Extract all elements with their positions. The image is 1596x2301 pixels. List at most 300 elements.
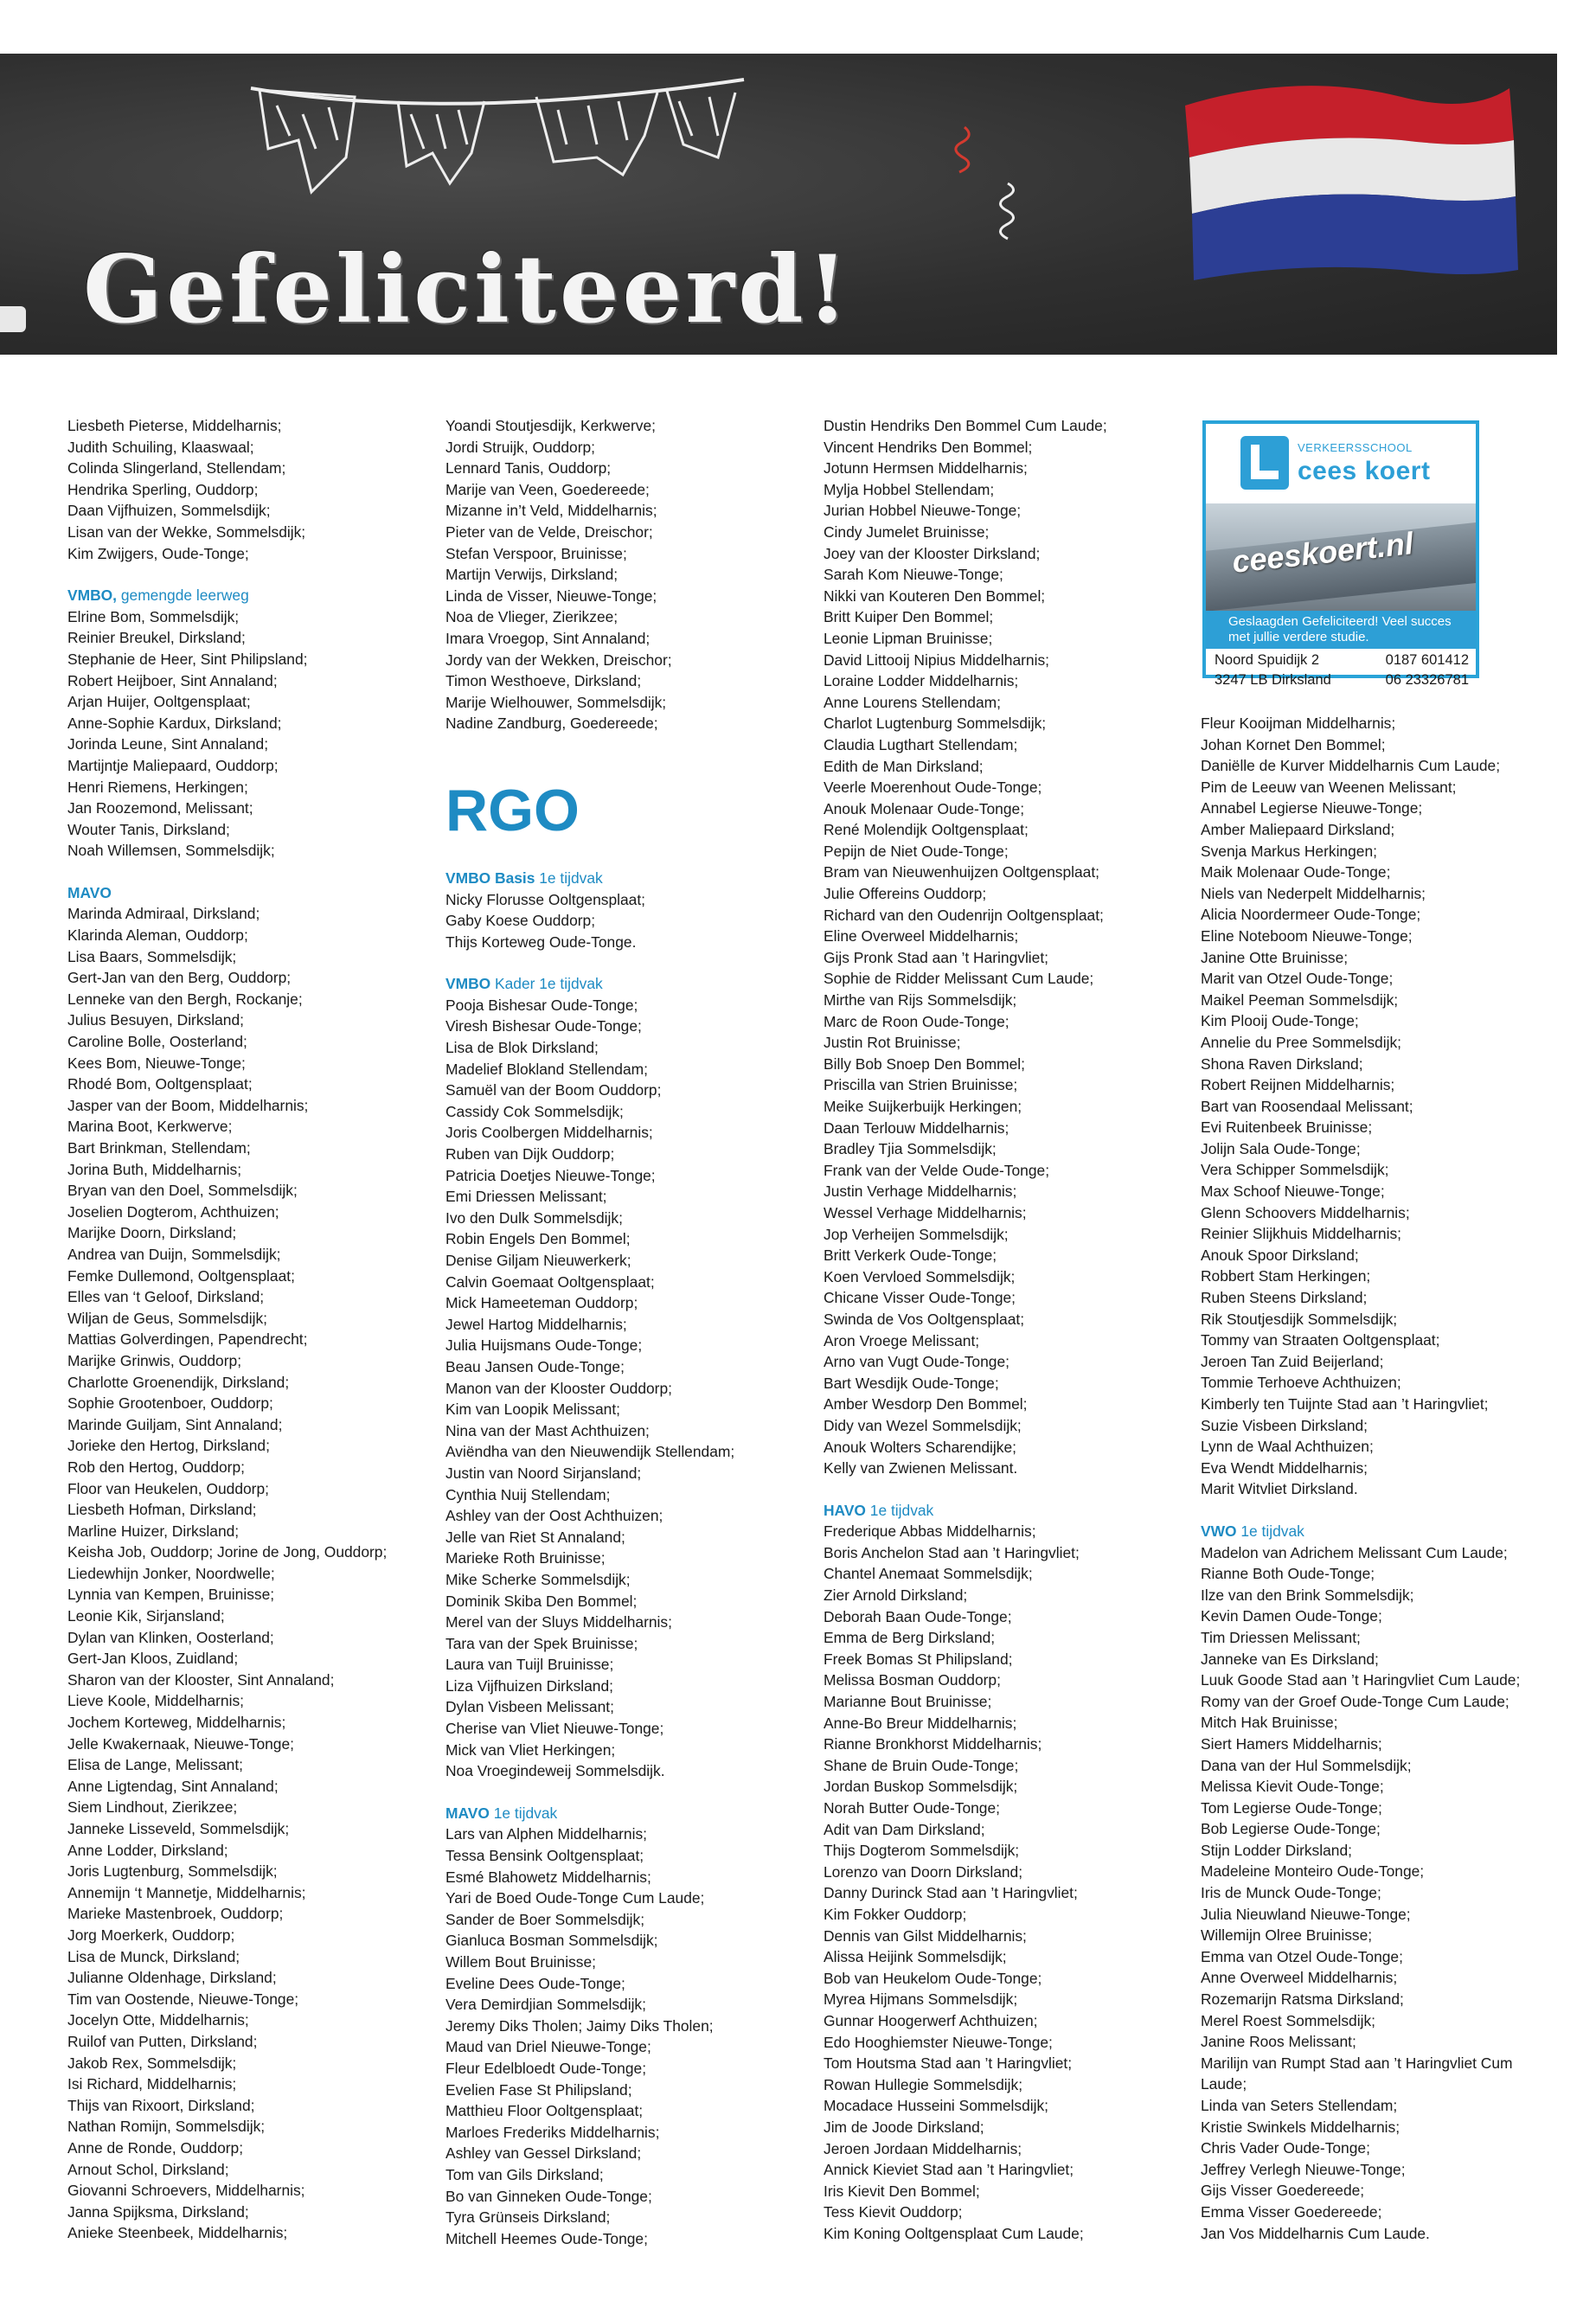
list-item: Tess Kievit Ouddorp; [824, 2203, 963, 2221]
list-item: Laura van Tuijl Bruinisse; [445, 1656, 614, 1674]
list-item: Patricia Doetjes Nieuwe-Tonge; [445, 1166, 656, 1184]
intro-list [1201, 713, 1520, 1500]
mavo-list [67, 903, 387, 2243]
list-item: Sharon van der Klooster, Sint Annaland; [67, 1670, 335, 1689]
list-item: Dustin Hendriks Den Bommel Cum Laude; [824, 417, 1107, 434]
list-item: Deborah Baan Oude-Tonge; [824, 1607, 1012, 1625]
list-item: Lorenzo van Doorn Dirksland; [824, 1862, 1023, 1881]
list-item: Marije van Veen, Goedereede; [445, 480, 650, 498]
list-item: Madelief Blokland Stellendam; [445, 1060, 648, 1078]
list-item: René Molendijk Ooltgensplaat; [824, 821, 1029, 839]
list-item: Lisa de Munck, Dirksland; [67, 1947, 240, 1965]
list-item: Mizanne in’t Veld, Middelharnis; [445, 502, 657, 520]
l-plate-icon [1240, 436, 1289, 490]
section-heading-vmbo-kader: VMBO Kader 1e tijdvak [445, 975, 603, 993]
list-item: Richard van den Oudenrijn Ooltgensplaat; [824, 906, 1104, 924]
ad-address: Noord Spuidijk 2 0187 601412 3247 LB Dirksland 06 23326781 [1215, 652, 1469, 688]
list-item: Manon van der Klooster Ouddorp; [445, 1379, 672, 1397]
havo-list [824, 1521, 1107, 2244]
list-item: Freek Bomas St Philipsland; [824, 1650, 1013, 1668]
list-item: Bradley Tjia Sommelsdijk; [824, 1140, 997, 1158]
list-item: Jan Vos Middelharnis Cum Laude. [1201, 2224, 1430, 2242]
list-item: Kristie Swinkels Middelharnis; [1201, 2118, 1401, 2136]
list-item: Claudia Lugthart Stellendam; [824, 735, 1018, 753]
list-item: Edith de Man Dirksland; [824, 757, 984, 775]
list-item: Julia Huijsmans Oude-Tonge; [445, 1336, 643, 1355]
list-item: Noa de Vlieger, Zierikzee; [445, 608, 619, 626]
list-item: Marinde Guiljam, Sint Annaland; [67, 1415, 283, 1433]
list-item: Anne Lourens Stellendam; [824, 693, 1001, 711]
list-item: Yoandi Stoutjesdijk, Kerkwerve; [445, 417, 656, 434]
list-item: Robert Heijboer, Sint Annaland; [67, 671, 278, 689]
list-item: Annabel Legierse Nieuwe-Tonge; [1201, 799, 1423, 817]
list-item: Anouk Molenaar Oude-Tonge; [824, 799, 1025, 817]
section-heading-havo: HAVO 1e tijdvak [824, 1501, 934, 1519]
list-item: Rob den Hertog, Ouddorp; [67, 1458, 245, 1476]
list-item: Alicia Noordermeer Oude-Tonge; [1201, 906, 1421, 924]
list-item: Denise Giljam Nieuwerkerk; [445, 1252, 631, 1269]
list-item: Liesbeth Hofman, Dirksland; [67, 1501, 257, 1519]
vwo-list [1201, 1542, 1520, 2245]
list-item: Lars van Alphen Middelharnis; [445, 1825, 647, 1843]
list-item: Niels van Nederpelt Middelharnis; [1201, 884, 1426, 902]
list-item: Jordan Buskop Sommelsdijk; [824, 1778, 1018, 1796]
list-item: Dylan Visbeen Melissant; [445, 1698, 614, 1716]
list-item: Nadine Zandburg, Goedereede; [445, 715, 658, 733]
column-1 [67, 415, 387, 2244]
column-4 [1201, 713, 1520, 2244]
list-item: Romy van der Groef Oude-Tonge Cum Laude; [1201, 1692, 1509, 1710]
list-item: Wessel Verhage Middelharnis; [824, 1203, 1027, 1221]
list-item: Janna Spijksma, Dirksland; [67, 2202, 249, 2221]
list-item: Elisa de Lange, Melissant; [67, 1756, 244, 1774]
list-item: Lynn de Waal Achthuizen; [1201, 1438, 1374, 1456]
list-item: Kelly van Zwienen Melissant. [824, 1459, 1018, 1477]
list-item: Kim Plooij Oude-Tonge; [1201, 1012, 1359, 1030]
list-item: Reinier Breukel, Dirksland; [67, 629, 246, 647]
list-item: Gert-Jan Kloos, Zuidland; [67, 1650, 239, 1668]
list-item: Pieter van de Velde, Dreischor; [445, 522, 653, 541]
list-item: Jordi Struijk, Ouddorp; [445, 438, 596, 456]
list-item: Bart Wesdijk Oude-Tonge; [824, 1374, 999, 1392]
list-item: Eline Overweel Middelharnis; [824, 927, 1019, 945]
list-item: Dominik Skiba Den Bommel; [445, 1592, 638, 1610]
vmbo-kader-list [445, 995, 734, 1782]
list-item: Evi Ruitenbeek Bruinisse; [1201, 1118, 1373, 1137]
list-item: Glenn Schoovers Middelharnis; [1201, 1203, 1410, 1221]
list-item: Stephanie de Heer, Sint Philipsland; [67, 650, 308, 668]
list-item: Marianne Bout Bruinisse; [824, 1693, 992, 1711]
list-item: Amber Wesdorp Den Bommel; [824, 1395, 1028, 1413]
list-item: Tim Driessen Melissant; [1201, 1628, 1361, 1646]
list-item: Marinda Admiraal, Dirksland; [67, 905, 260, 923]
list-item: Melissa Bosman Ouddorp; [824, 1671, 1001, 1689]
list-item: Judith Schuiling, Klaaswaal; [67, 438, 254, 456]
list-item: Marina Boot, Kerkwerve; [67, 1118, 233, 1136]
list-item: Imara Vroegop, Sint Annaland; [445, 629, 651, 647]
driving-school-ad[interactable] [1202, 420, 1479, 688]
list-item: Chantel Anemaat Sommelsdijk; [824, 1565, 1033, 1583]
list-item: Rozemarijn Ratsma Dirksland; [1201, 1990, 1404, 2009]
list-item: Svenja Markus Herkingen; [1201, 842, 1377, 860]
list-item: Zier Arnold Dirksland; [824, 1586, 968, 1605]
list-item: Janneke van Es Dirksland; [1201, 1650, 1379, 1668]
ad-brand: cees koert [1298, 457, 1431, 485]
list-item: Thijs Dogterom Sommelsdijk; [824, 1842, 1020, 1860]
list-item: Emi Driessen Melissant; [445, 1188, 607, 1206]
list-item: Ashley van Gessel Dirksland; [445, 2144, 642, 2163]
list-item: Charlotte Groenendijk, Dirksland; [67, 1373, 290, 1391]
list-item: Kim Zwijgers, Oude-Tonge; [67, 544, 249, 562]
list-item: Ruben Steens Dirksland; [1201, 1289, 1368, 1307]
list-item: Kim Fokker Ouddorp; [824, 1905, 967, 1923]
list-item: Ruben van Dijk Ouddorp; [445, 1145, 615, 1163]
ad-url[interactable]: ceeskoert.nl [1230, 525, 1415, 580]
section-heading-vmbo: VMBO, gemengde leerweg [67, 586, 249, 605]
list-item: Jop Verheijen Sommelsdijk; [824, 1225, 1009, 1243]
list-item: Daniëlle de Kurver Middelharnis Cum Laude; [1201, 757, 1501, 775]
list-item: Joey van der Klooster Dirksland; [824, 544, 1041, 562]
list-item: Marline Huizer, Dirksland; [67, 1522, 240, 1540]
list-item: Nicky Florusse Ooltgensplaat; [445, 890, 646, 908]
list-item: Martijntje Maliepaard, Ouddorp; [67, 756, 279, 774]
list-item: Jeroen Jordaan Middelharnis; [824, 2139, 1022, 2157]
section-heading-vmbo-basis: VMBO Basis 1e tijdvak [445, 868, 603, 887]
list-item: Giovanni Schroevers, Middelharnis; [67, 2182, 305, 2200]
list-item: Bob van Heukelom Oude-Tonge; [824, 1969, 1042, 1987]
list-item: Jurian Hobbel Nieuwe-Tonge; [824, 502, 1022, 520]
list-item: Janine Roos Melissant; [1201, 2033, 1356, 2051]
list-item: Rik Stoutjesdijk Sommelsdijk; [1201, 1310, 1398, 1328]
list-item: Amber Maliepaard Dirksland; [1201, 820, 1395, 838]
list-item: Lenneke van den Bergh, Rockanje; [67, 990, 303, 1008]
list-item: Marit van Otzel Oude-Tonge; [1201, 970, 1394, 988]
list-item: Justin van Noord Sirjansland; [445, 1464, 642, 1482]
list-item: Bart van Roosendaal Melissant; [1201, 1097, 1413, 1115]
section-heading-mavo: MAVO [67, 883, 112, 901]
list-item: Vera Demirdjian Sommelsdijk; [445, 1996, 646, 2014]
list-item: Mitchell Heemes Oude-Tonge; [445, 2229, 648, 2247]
list-item: Emma van Otzel Oude-Tonge; [1201, 1947, 1403, 1965]
list-item: Liesbeth Pieterse, Middelharnis; [67, 417, 282, 434]
list-item: Sarah Kom Nieuwe-Tonge; [824, 566, 1003, 584]
list-item: Siem Lindhout, Zierikzee; [67, 1798, 238, 1817]
list-item: Jewel Hartog Middelharnis; [445, 1315, 627, 1333]
list-item: Cynthia Nuij Stellendam; [445, 1485, 611, 1503]
list-item: Anne de Ronde, Ouddorp; [67, 2138, 244, 2157]
chalkboard-banner [0, 54, 1557, 355]
list-item: Laude; [1201, 2075, 1247, 2093]
list-item: Britt Kuiper Den Bommel; [824, 608, 994, 626]
list-item: Julius Besuyen, Dirksland; [67, 1011, 244, 1029]
list-item: Danny Durinck Stad aan ’t Haringvliet; [824, 1884, 1078, 1902]
list-item: Bob Legierse Oude-Tonge; [1201, 1820, 1381, 1838]
list-item: Bart Brinkman, Stellendam; [67, 1139, 251, 1157]
list-item: Rhodé Bom, Ooltgensplaat; [67, 1075, 253, 1093]
list-item: Janneke Lisseveld, Sommelsdijk; [67, 1820, 290, 1837]
list-item: Linda van Seters Stellendam; [1201, 2097, 1398, 2114]
list-item: Maud van Driel Nieuwe-Tonge; [445, 2038, 651, 2056]
list-item: Koen Vervloed Sommelsdijk; [824, 1267, 1016, 1285]
list-item: Robin Engels Den Bommel; [445, 1230, 631, 1248]
list-item: Maik Molenaar Oude-Tonge; [1201, 863, 1391, 881]
list-item: Dennis van Gilst Middelharnis; [824, 1926, 1027, 1945]
list-item: Stijn Lodder Dirksland; [1201, 1841, 1352, 1859]
list-item: David Littooij Nipius Middelharnis; [824, 651, 1049, 669]
section-heading-mavo: MAVO 1e tijdvak [445, 1804, 558, 1822]
list-item: Jotunn Hermsen Middelharnis; [824, 459, 1028, 478]
column-2 [445, 415, 734, 2249]
list-item: Lennard Tanis, Ouddorp; [445, 459, 612, 478]
list-item: Reinier Slijkhuis Middelharnis; [1201, 1225, 1401, 1243]
list-item: Jochem Korteweg, Middelharnis; [67, 1714, 286, 1732]
list-item: Marilijn van Rumpt Stad aan ’t Haringvliet Cum [1201, 2054, 1513, 2072]
list-item: Loraine Lodder Middelharnis; [824, 672, 1019, 690]
list-item: Pepijn de Niet Oude-Tonge; [824, 842, 1009, 860]
list-item: Pooja Bishesar Oude-Tonge; [445, 996, 638, 1014]
list-item: Tommie Terhoeve Achthuizen; [1201, 1374, 1401, 1392]
list-item: Arnout Schol, Dirksland; [67, 2160, 229, 2178]
list-item: Frederique Abbas Middelharnis; [824, 1522, 1036, 1541]
list-item: Kimberly ten Tuijnte Stad aan ’t Haringvliet; [1201, 1395, 1489, 1413]
list-item: Anouk Wolters Scharendijke; [824, 1438, 1016, 1456]
list-item: Madeleine Monteiro Oude-Tonge; [1201, 1862, 1425, 1881]
list-item: Kim Koning Ooltgensplaat Cum Laude; [824, 2224, 1084, 2242]
ad-logo [1206, 424, 1476, 503]
list-item: Henri Riemens, Herkingen; [67, 778, 248, 796]
list-item: Didy van Wezel Sommelsdijk; [824, 1416, 1022, 1434]
list-item: Timon Westhoeve, Dirksland; [445, 672, 642, 690]
list-item: Melissa Kievit Oude-Tonge; [1201, 1778, 1384, 1796]
list-item: Annemijn ‘t Mannetje, Middelharnis; [67, 1883, 306, 1901]
list-item: Lisa Baars, Sommelsdijk; [67, 947, 237, 965]
list-item: Jordy van der Wekken, Dreischor; [445, 651, 672, 669]
list-item: Viresh Bishesar Oude-Tonge; [445, 1017, 642, 1035]
list-item: Ruilof van Putten, Dirksland; [67, 2032, 258, 2050]
list-item: Tom van Gils Dirksland; [445, 2165, 604, 2183]
list-item: Meike Suijkerbuijk Herkingen; [824, 1098, 1022, 1115]
intro-list [824, 415, 1107, 1479]
list-item: Marieke Roth Bruinisse; [445, 1549, 606, 1567]
list-item: Elles van ‘t Geloof, Dirksland; [67, 1288, 265, 1306]
list-item: Jolijn Sala Oude-Tonge; [1201, 1139, 1361, 1157]
list-item: Merel Roest Sommelsdijk; [1201, 2011, 1375, 2029]
list-item: Annelie du Pree Sommelsdijk; [1201, 1033, 1401, 1051]
section-heading-vwo: VWO 1e tijdvak [1201, 1522, 1304, 1540]
chalk-piece-icon [0, 306, 26, 332]
list-item: Wouter Tanis, Dirksland; [67, 820, 230, 838]
list-item: Vera Schipper Sommelsdijk; [1201, 1161, 1389, 1179]
list-item: Marit Witvliet Dirksland. [1201, 1480, 1358, 1498]
list-item: Kevin Damen Oude-Tonge; [1201, 1607, 1382, 1625]
list-item: Anne Ligtendag, Sint Annaland; [67, 1777, 279, 1795]
list-item: Luuk Goode Stad aan ’t Haringvliet Cum Laude; [1201, 1671, 1521, 1689]
list-item: Willemijn Olree Bruinisse; [1201, 1926, 1373, 1945]
list-item: Leonie Lipman Bruinisse; [824, 629, 993, 647]
list-item: Bo van Ginneken Oude-Tonge; [445, 2187, 652, 2205]
list-item: Lisan van der Wekke, Sommelsdijk; [67, 522, 306, 541]
list-item: Jorieke den Hertog, Dirksland; [67, 1437, 270, 1455]
list-item: Julianne Oldenhage, Dirksland; [67, 1969, 277, 1987]
list-item: Jeffrey Verlegh Nieuwe-Tonge; [1201, 2160, 1406, 2178]
list-item: Daan Vijfhuizen, Sommelsdijk; [67, 502, 271, 520]
list-item: Emma de Berg Dirksland; [824, 1629, 996, 1647]
list-item: Johan Kornet Den Bommel; [1201, 735, 1386, 753]
intro-list [67, 415, 387, 564]
dutch-flag-icon [1185, 86, 1518, 280]
list-item: Billy Bob Snoep Den Bommel; [824, 1054, 1025, 1073]
list-item: Marieke Mastenbroek, Ouddorp; [67, 1905, 284, 1923]
list-item: Yari de Boed Oude-Tonge Cum Laude; [445, 1889, 705, 1907]
list-item: Swinda de Vos Ooltgensplaat; [824, 1310, 1025, 1328]
list-item: Vincent Hendriks Den Bommel; [824, 438, 1033, 456]
list-item: Thijs Korteweg Oude-Tonge. [445, 933, 637, 951]
list-item: Emma Visser Goedereede; [1201, 2202, 1382, 2221]
list-item: Matthieu Floor Ooltgensplaat; [445, 2102, 644, 2120]
list-item: Joris Coolbergen Middelharnis; [445, 1124, 653, 1142]
list-item: Janine Otte Bruinisse; [1201, 948, 1349, 966]
list-item: Suzie Visbeen Dirksland; [1201, 1416, 1368, 1434]
list-item: Robert Reijnen Middelharnis; [1201, 1076, 1395, 1094]
list-item: Liza Vijfhuizen Dirksland; [445, 1676, 613, 1695]
list-item: Lisa de Blok Dirksland; [445, 1039, 599, 1057]
list-item: Martijn Verwijs, Dirksland; [445, 566, 619, 584]
list-item: Wiljan de Geus, Sommelsdijk; [67, 1309, 267, 1327]
list-item: Joselien Dogterom, Achthuizen; [67, 1202, 279, 1221]
list-item: Jelle Kwakernaak, Nieuwe-Tonge; [67, 1734, 294, 1753]
list-item: Ivo den Dulk Sommelsdijk; [445, 1208, 623, 1227]
list-item: Annick Kieviet Stad aan ’t Haringvliet; [824, 2161, 1074, 2179]
mavo-list [445, 1823, 734, 2249]
list-item: Leonie Kik, Sirjansland; [67, 1607, 225, 1625]
list-item: Justin Rot Bruinisse; [824, 1034, 961, 1052]
list-item: Elrine Bom, Sommelsdijk; [67, 607, 240, 625]
list-item: Gijs Visser Goedereede; [1201, 2182, 1365, 2200]
list-item: Marijke Grinwis, Ouddorp; [67, 1351, 242, 1369]
list-item: Chris Vader Oude-Tonge; [1201, 2139, 1370, 2157]
list-item: Anne-Sophie Kardux, Dirksland; [67, 714, 282, 732]
list-item: Eveline Dees Oude-Tonge; [445, 1974, 625, 1992]
list-item: Jorina Buth, Middelharnis; [67, 1160, 242, 1178]
list-item: Beau Jansen Oude-Tonge; [445, 1357, 625, 1375]
list-item: Julie Offereins Ouddorp; [824, 885, 987, 903]
list-item: Kees Bom, Nieuwe-Tonge; [67, 1054, 246, 1072]
list-item: Mocadace Husseini Sommelsdijk; [824, 2097, 1048, 2115]
list-item: Daan Terlouw Middelharnis; [824, 1118, 1010, 1137]
list-item: Siert Hamers Middelharnis; [1201, 1734, 1382, 1753]
list-item: Jim de Joode Dirksland; [824, 2118, 984, 2136]
list-item: Alissa Heijink Sommelsdijk; [824, 1948, 1007, 1966]
list-item: Arjan Huijer, Ooltgensplaat; [67, 693, 251, 711]
list-item: Noa Vroegindeweij Sommelsdijk. [445, 1762, 665, 1780]
list-item: Cherise van Vliet Nieuwe-Tonge; [445, 1720, 664, 1738]
list-item: Marijke Doorn, Dirksland; [67, 1224, 237, 1242]
list-item: Linda de Visser, Nieuwe-Tonge; [445, 586, 657, 605]
list-item: Julia Nieuwland Nieuwe-Tonge; [1201, 1905, 1411, 1923]
list-item: Gijs Pronk Stad aan ’t Haringvliet; [824, 948, 1049, 966]
list-item: Andrea van Duijn, Sommelsdijk; [67, 1245, 281, 1263]
list-item: Gaby Koese Ouddorp; [445, 912, 596, 930]
streamer-red-icon [956, 127, 969, 172]
list-item: Iris Kievit Den Bommel; [824, 2182, 980, 2200]
list-item: Willem Bout Bruinisse; [445, 1953, 596, 1971]
list-item: Mylja Hobbel Stellendam; [824, 480, 995, 498]
list-item: Anne Lodder, Dirksland; [67, 1841, 228, 1859]
list-item: Frank van der Velde Oude-Tonge; [824, 1161, 1050, 1179]
list-item: Jorinda Leune, Sint Annaland; [67, 735, 269, 753]
list-item: Lynnia van Kempen, Bruinisse; [67, 1586, 275, 1604]
list-item: Tim van Oostende, Nieuwe-Tonge; [67, 1990, 299, 2008]
list-item: Maikel Peeman Sommelsdijk; [1201, 990, 1399, 1009]
intro-list [445, 415, 734, 734]
list-item: Marije Wielhouwer, Sommelsdijk; [445, 693, 667, 711]
list-item: Tara van der Spek Bruinisse; [445, 1634, 638, 1652]
list-item: Rianne Both Oude-Tonge; [1201, 1565, 1375, 1583]
list-item: Mick van Vliet Herkingen; [445, 1740, 616, 1759]
list-item: Gianluca Bosman Sommelsdijk; [445, 1932, 658, 1950]
list-item: Calvin Goemaat Ooltgensplaat; [445, 1272, 655, 1291]
list-item: Dylan van Klinken, Oosterland; [67, 1628, 274, 1646]
list-item: Isi Richard, Middelharnis; [67, 2075, 237, 2093]
list-item: Tom Legierse Oude-Tonge; [1201, 1798, 1382, 1817]
list-item: Jasper van der Boom, Middelharnis; [67, 1096, 309, 1114]
list-item: Jeremy Diks Tholen; Jaimy Diks Tholen; [445, 2016, 714, 2035]
list-item: Floor van Heukelen, Ouddorp; [67, 1479, 269, 1497]
streamer-white-icon [1000, 183, 1013, 239]
list-item: Nina van der Mast Achthuizen; [445, 1421, 650, 1439]
list-item: Aviëndha van den Nieuwendijk Stellendam; [445, 1443, 735, 1461]
list-item: Mirthe van Rijs Sommelsdijk; [824, 991, 1017, 1009]
list-item: Gunnar Hoogerwerf Achthuizen; [824, 2011, 1038, 2029]
list-item: Priscilla van Strien Bruinisse; [824, 1076, 1018, 1094]
list-item: Fleur Kooijman Middelharnis; [1201, 715, 1396, 732]
list-item: Bryan van den Doel, Sommelsdijk; [67, 1182, 298, 1200]
list-item: Iris de Munck Oude-Tonge; [1201, 1884, 1381, 1902]
list-item: Klarinda Aleman, Ouddorp; [67, 926, 248, 945]
list-item: Caroline Bolle, Oosterland; [67, 1033, 247, 1051]
list-item: Gert-Jan van den Berg, Ouddorp; [67, 969, 292, 987]
list-item: Fleur Edelbloedt Oude-Tonge; [445, 2059, 647, 2077]
list-item: Arno van Vugt Oude-Tonge; [824, 1353, 1010, 1371]
list-item: Hendrika Sperling, Ouddorp; [67, 480, 259, 498]
list-item: Jorg Moerkerk, Ouddorp; [67, 1926, 235, 1944]
list-item: Edo Hooghiemster Nieuwe-Tonge; [824, 2033, 1053, 2051]
list-item: Marloes Frederiks Middelharnis; [445, 2123, 660, 2141]
list-item: Femke Dullemond, Ooltgensplaat; [67, 1266, 295, 1285]
list-item: Keisha Job, Ouddorp; Jorine de Jong, Ouddorp; [67, 1543, 388, 1561]
list-item: Tyra Grünseis Dirksland; [445, 2208, 611, 2227]
list-item: Dana van der Hul Sommelsdijk; [1201, 1756, 1412, 1774]
list-item: Ilze van den Brink Sommelsdijk; [1201, 1586, 1414, 1604]
list-item: Joris Lugtenburg, Sommelsdijk; [67, 1862, 278, 1881]
list-item: Charlot Lugtenburg Sommelsdijk; [824, 715, 1047, 733]
list-item: Shona Raven Dirksland; [1201, 1054, 1363, 1073]
list-item: Jocelyn Otte, Middelharnis; [67, 2011, 249, 2029]
list-item: Adit van Dam Dirksland; [824, 1820, 985, 1838]
vmbo-basis-list [445, 889, 734, 953]
list-item: Anne-Bo Breur Middelharnis; [824, 1714, 1017, 1732]
list-item: Anieke Steenbeek, Middelharnis; [67, 2224, 288, 2242]
list-item: Tessa Bensink Ooltgensplaat; [445, 1847, 644, 1865]
list-item: Marc de Roon Oude-Tonge; [824, 1012, 1010, 1030]
list-item: Myrea Hijmans Sommelsdijk; [824, 1990, 1018, 2009]
list-item: Boris Anchelon Stad aan ’t Haringvliet; [824, 1543, 1080, 1561]
list-item: Noah Willemsen, Sommelsdijk; [67, 842, 275, 860]
list-item: Colinda Slingerland, Stellendam; [67, 459, 286, 478]
list-item: Chicane Visser Oude-Tonge; [824, 1289, 1016, 1307]
list-item: Veerle Moerenhout Oude-Tonge; [824, 779, 1042, 797]
list-item: Nikki van Kouteren Den Bommel; [824, 586, 1046, 605]
